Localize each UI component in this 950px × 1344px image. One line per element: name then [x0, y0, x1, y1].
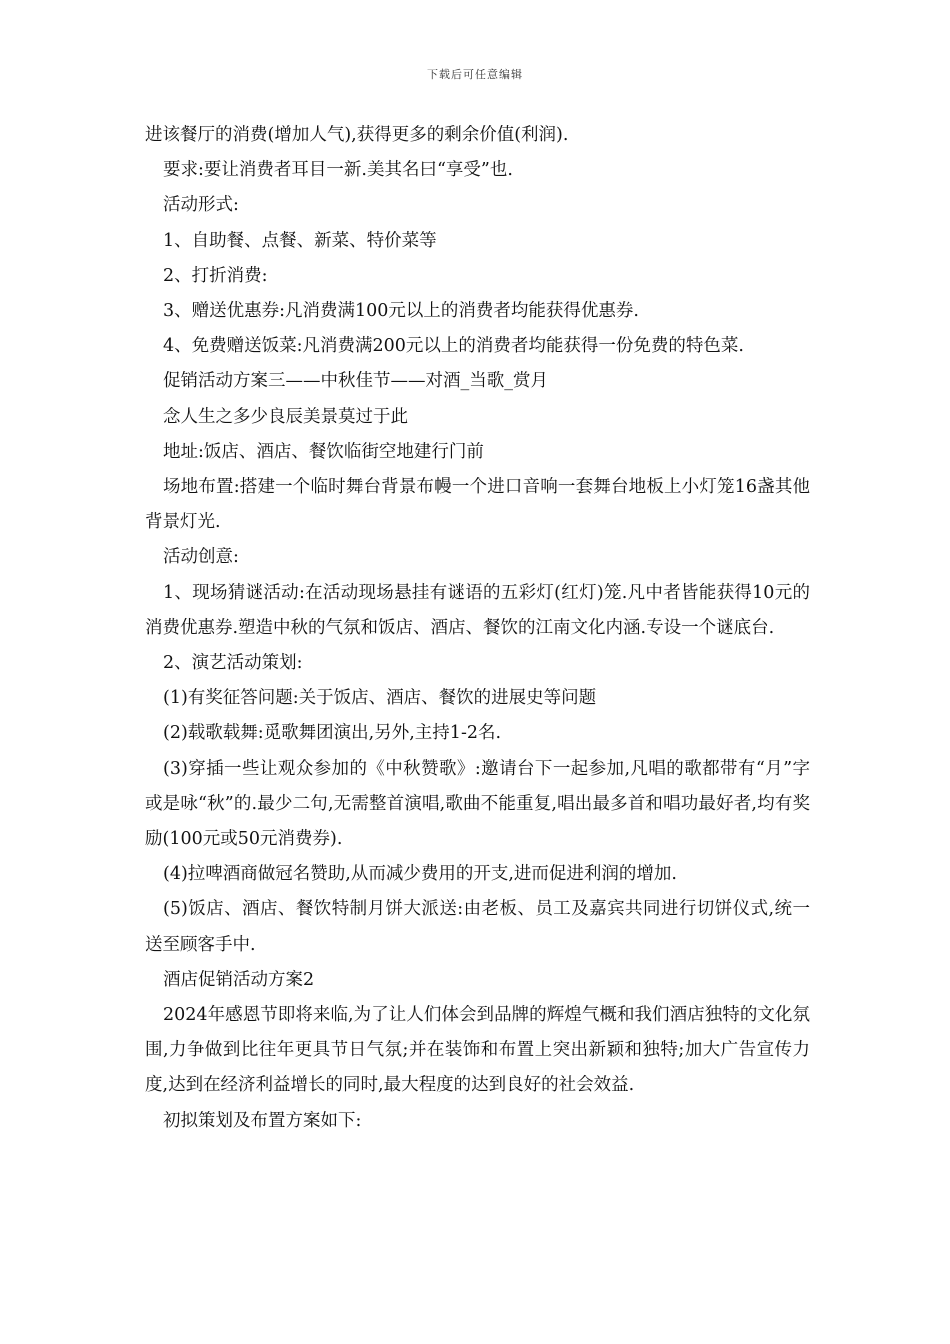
- paragraph: 场地布置:搭建一个临时舞台背景布幔一个进口音响一套舞台地板上小灯笼16盏其他背景灯光.: [145, 477, 810, 533]
- page-header-note: 下载后可任意编辑: [427, 68, 523, 81]
- document-body: [145, 118, 810, 1139]
- section-heading: 酒店促销活动方案2: [163, 969, 315, 990]
- section-heading: 促销活动方案三——中秋佳节——对酒_当歌_赏月: [163, 371, 548, 392]
- paragraph: 活动形式:: [163, 195, 239, 216]
- paragraph: 地址:饭店、酒店、餐饮临街空地建行门前: [163, 441, 484, 462]
- list-item: (3)穿插一些让观众参加的《中秋赞歌》:邀请台下一起参加,凡唱的歌都带有“月”字或是咏“秋”的.最少二句,无需整首演唱,歌曲不能重复,唱出最多首和唱功最好者,均有奖励(100元或50元消费券).: [145, 758, 810, 850]
- paragraph: 活动创意:: [163, 547, 239, 568]
- paragraph: 2024年感恩节即将来临,为了让人们体会到品牌的辉煌气概和我们酒店独特的文化氛围,力争做到比往年更具节日气氛;并在装饰和布置上突出新颖和独特;加大广告宣传力度,达到在经济利益增长的同时,最大程度的达到良好的社会效益.: [145, 1005, 810, 1096]
- list-item: 2、打折消费:: [163, 265, 268, 286]
- list-item: 4、免费赠送饭菜:凡消费满200元以上的消费者均能获得一份免费的特色菜.: [163, 336, 744, 357]
- list-item: 1、自助餐、点餐、新菜、特价菜等: [163, 230, 437, 251]
- list-item: 2、演艺活动策划:: [163, 653, 303, 674]
- paragraph: 念人生之多少良辰美景莫过于此: [163, 406, 408, 427]
- paragraph: 要求:要让消费者耳目一新.美其名曰“享受”也.: [163, 160, 513, 181]
- paragraph: 进该餐厅的消费(增加人气),获得更多的剩余价值(利润).: [145, 125, 569, 145]
- list-item: (2)载歌载舞:觅歌舞团演出,另外,主持1-2名.: [163, 723, 502, 744]
- list-item: 3、赠送优惠券:凡消费满100元以上的消费者均能获得优惠券.: [163, 301, 639, 322]
- list-item: 1、现场猜谜活动:在活动现场悬挂有谜语的五彩灯(红灯)笼.凡中者皆能获得10元的消费优惠券.塑造中秋的气氛和饭店、酒店、餐饮的江南文化内涵.专设一个谜底台.: [145, 582, 810, 638]
- list-item: (1)有奖征答问题:关于饭店、酒店、餐饮的进展史等问题: [163, 688, 597, 709]
- list-item: (5)饭店、酒店、餐饮特制月饼大派送:由老板、员工及嘉宾共同进行切饼仪式,统一送至顾客手中.: [145, 899, 810, 955]
- paragraph: 初拟策划及布置方案如下:: [163, 1110, 362, 1131]
- list-item: (4)拉啤酒商做冠名赞助,从而减少费用的开支,进而促进利润的增加.: [163, 864, 677, 885]
